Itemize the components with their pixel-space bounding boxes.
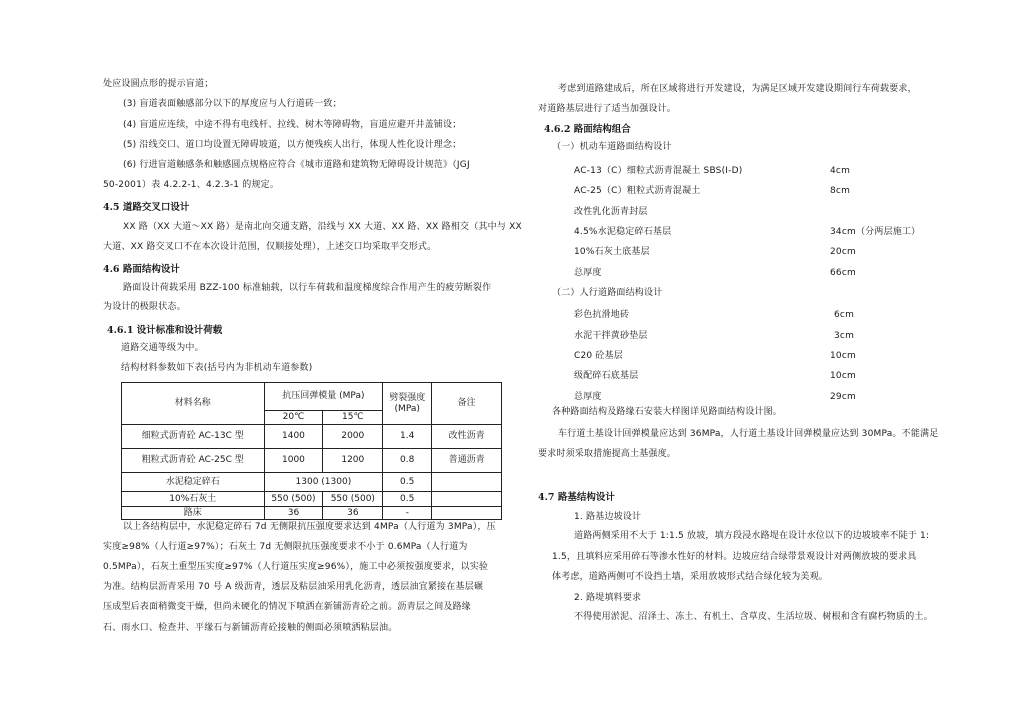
section-heading-4-6-1: 4.6.1 设计标准和设计荷载 [107, 325, 223, 336]
text-line: 路面设计荷载采用 BZZ-100 标准轴载，以行车荷载和温度梯度综合作用产生的疲劳断裂作 [123, 283, 492, 293]
cell-strength: - [383, 507, 432, 520]
layer-name: 总厚度 [574, 392, 602, 402]
layer-name: 级配碎石底基层 [574, 371, 639, 381]
text-line: 以上各结构层中，水泥稳定碎石 7d 无侧限抗压强度要求达到 4MPa（人行道为 3MPa），压 [123, 522, 496, 532]
layer-thickness: 20cm [830, 247, 856, 257]
layer-name: AC-25（C）粗粒式沥青混凝土 [574, 186, 701, 196]
cell-note [432, 507, 502, 520]
text-line: (4) 盲道应连续，中途不得有电线杆、拉线、树木等障碍物，盲道应避开井盖铺设； [123, 120, 462, 130]
text-line: 道路两侧采用不大于 1:1.5 放坡，填方段浸水路堤在设计水位以下的边坡坡率不陡于 1: [574, 531, 930, 541]
cell-name: 细粒式沥青砼 AC-13C 型 [122, 425, 265, 449]
cell-modulus: 1300 (1300) [264, 473, 383, 492]
cell-m15: 36 [323, 507, 383, 520]
section-heading-4-6-2: 4.6.2 路面结构组合 [544, 124, 631, 135]
header-strength: 劈裂强度 (MPa) [383, 383, 432, 425]
text-line: 50-2001）表 4.2.2-1、4.2.3-1 的规定。 [103, 180, 280, 190]
layer-name: 4.5%水泥稳定碎石基层 [574, 227, 672, 237]
layer-name: 改性乳化沥青封层 [574, 207, 648, 217]
cell-strength: 1.4 [383, 425, 432, 449]
layer-thickness: 6cm [834, 310, 855, 320]
text-line: 大道、XX 路交叉口不在本次设计范围，仅顺接处理），上述交口均采取平交形式。 [103, 242, 437, 252]
table-caption: 结构材料参数如下表(括号内为非机动车道参数) [121, 363, 313, 373]
cell-name: 粗粒式沥青砼 AC-25C 型 [122, 449, 265, 473]
text-line: 实度≥98%（人行道≥97%）；石灰土 7d 无侧限抗压强度要求不小于 0.6MPa（人行道为 [103, 542, 468, 552]
subheading-walk: （二）人行道路面结构设计 [552, 288, 663, 298]
layer-thickness: 66cm [830, 268, 856, 278]
subheading-slope: 1. 路基边坡设计 [574, 512, 642, 522]
cell-note [432, 473, 502, 492]
material-parameter-table [121, 382, 502, 520]
cell-name: 水泥稳定碎石 [122, 473, 265, 492]
cell-m20: 1400 [264, 425, 323, 449]
text-line: 车行道土基设计回弹模量应达到 36MPa，人行道土基设计回弹模量应达到 30MPa。不能满足 [558, 429, 939, 439]
cell-note: 普通沥青 [432, 449, 502, 473]
table-row [122, 449, 502, 473]
section-heading-4-6: 4.6 路面结构设计 [103, 264, 180, 275]
layer-name: 彩色抗滑地砖 [574, 310, 630, 320]
layer-thickness: 29cm [830, 392, 856, 402]
layer-name: AC-13（C）细粒式沥青混凝土 SBS(I-D) [574, 166, 743, 176]
subheading-motor: （一）机动车道路面结构设计 [552, 142, 672, 152]
layer-thickness: 4cm [830, 166, 851, 176]
text-line: 0.5MPa），石灰土重型压实度≥97%（人行道压实度≥96%），施工中必须按强度要求，以实验 [103, 562, 489, 572]
cell-name: 路床 [122, 507, 265, 520]
header-modulus: 抗压回弹模量 (MPa) [264, 383, 383, 411]
cell-m15: 550 (500) [323, 492, 383, 507]
cell-name: 10%石灰土 [122, 492, 265, 507]
cell-m20: 36 [264, 507, 323, 520]
text-line: 考虑到道路建成后，所在区域将进行开发建设，为满足区域开发建设期间行车荷载要求， [558, 84, 917, 94]
layer-thickness: 8cm [830, 186, 851, 196]
header-material: 材料名称 [122, 383, 265, 425]
cell-note: 改性沥青 [432, 425, 502, 449]
header-20c: 20℃ [264, 411, 323, 425]
cell-m15: 2000 [323, 425, 383, 449]
cell-strength: 0.8 [383, 449, 432, 473]
text-line: 石、雨水口、检查井、平缘石与新铺沥青砼接触的侧面必须喷洒粘层油。 [103, 623, 398, 633]
text-line: 道路交通等级为中。 [121, 343, 204, 353]
text-line: (5) 沿线交口、道口均设置无障碍坡道，以方便残疾人出行，体现人性化设计理念； [123, 140, 462, 150]
section-heading-4-7: 4.7 路基结构设计 [538, 492, 615, 503]
table-row [122, 473, 502, 492]
text-line: XX 路（XX 大道～XX 路）是南北向交通支路，沿线与 XX 大道、XX 路、XX 路相交（其中与 XX [123, 222, 522, 232]
text-line: 对道路基层进行了适当加强设计。 [538, 104, 677, 114]
table-header-row [122, 383, 502, 411]
layer-name: C20 砼基层 [574, 351, 623, 361]
header-15c: 15℃ [323, 411, 383, 425]
text-line: (6) 行进盲道触感条和触感圆点规格应符合《城市道路和建筑物无障碍设计规范》（JGJ [123, 160, 470, 170]
table-row [122, 507, 502, 520]
text-line: 压成型后表面稍微变干燥，但尚未硬化的情况下喷洒在新铺沥青砼之前。沥青层之间及路缘 [103, 602, 472, 612]
text-line: 处应设圆点形的提示盲道； [103, 79, 214, 89]
layer-name: 总厚度 [574, 268, 602, 278]
cell-note [432, 492, 502, 507]
layer-thickness: 34cm（分两层施工） [830, 227, 921, 237]
section-heading-4-5: 4.5 道路交叉口设计 [103, 202, 190, 213]
layer-name: 10%石灰土底基层 [574, 247, 650, 257]
cell-strength: 0.5 [383, 473, 432, 492]
layer-thickness: 10cm [830, 371, 856, 381]
text-line: 1.5，且填料应采用碎石等渗水性好的材料。边坡应结合绿带景观设计对两侧放坡的要求具 [552, 552, 917, 562]
layer-thickness: 10cm [830, 351, 856, 361]
cell-m20: 1000 [264, 449, 323, 473]
text-line: 要求时须采取措施提高土基强度。 [538, 449, 677, 459]
cell-strength: 0.5 [383, 492, 432, 507]
text-line: 不得使用淤泥、沼泽土、冻土、有机土、含草皮、生活垃圾、树根和含有腐朽物质的土。 [574, 612, 933, 622]
subheading-fill: 2. 路堤填料要求 [574, 593, 642, 603]
layer-name: 水泥干拌黄砂垫层 [574, 331, 648, 341]
table-row [122, 492, 502, 507]
table-row [122, 425, 502, 449]
text-line: 体考虑，道路两侧可不设挡土墙，采用放坡形式结合绿化较为美观。 [552, 572, 829, 582]
text-line: 为准。结构层沥青采用 70 号 A 级沥青，透层及粘层油采用乳化沥青，透层油宜紧接在基层碾 [103, 582, 484, 592]
text-line: 为设计的极限状态。 [103, 302, 186, 312]
header-note: 备注 [432, 383, 502, 425]
text-line: (3) 盲道表面触感部分以下的厚度应与人行道砖一致； [123, 99, 342, 109]
cell-m20: 550 (500) [264, 492, 323, 507]
cell-m15: 1200 [323, 449, 383, 473]
text-line: 各种路面结构及路缘石安装大样图详见路面结构设计图。 [552, 407, 783, 417]
layer-thickness: 3cm [834, 331, 855, 341]
